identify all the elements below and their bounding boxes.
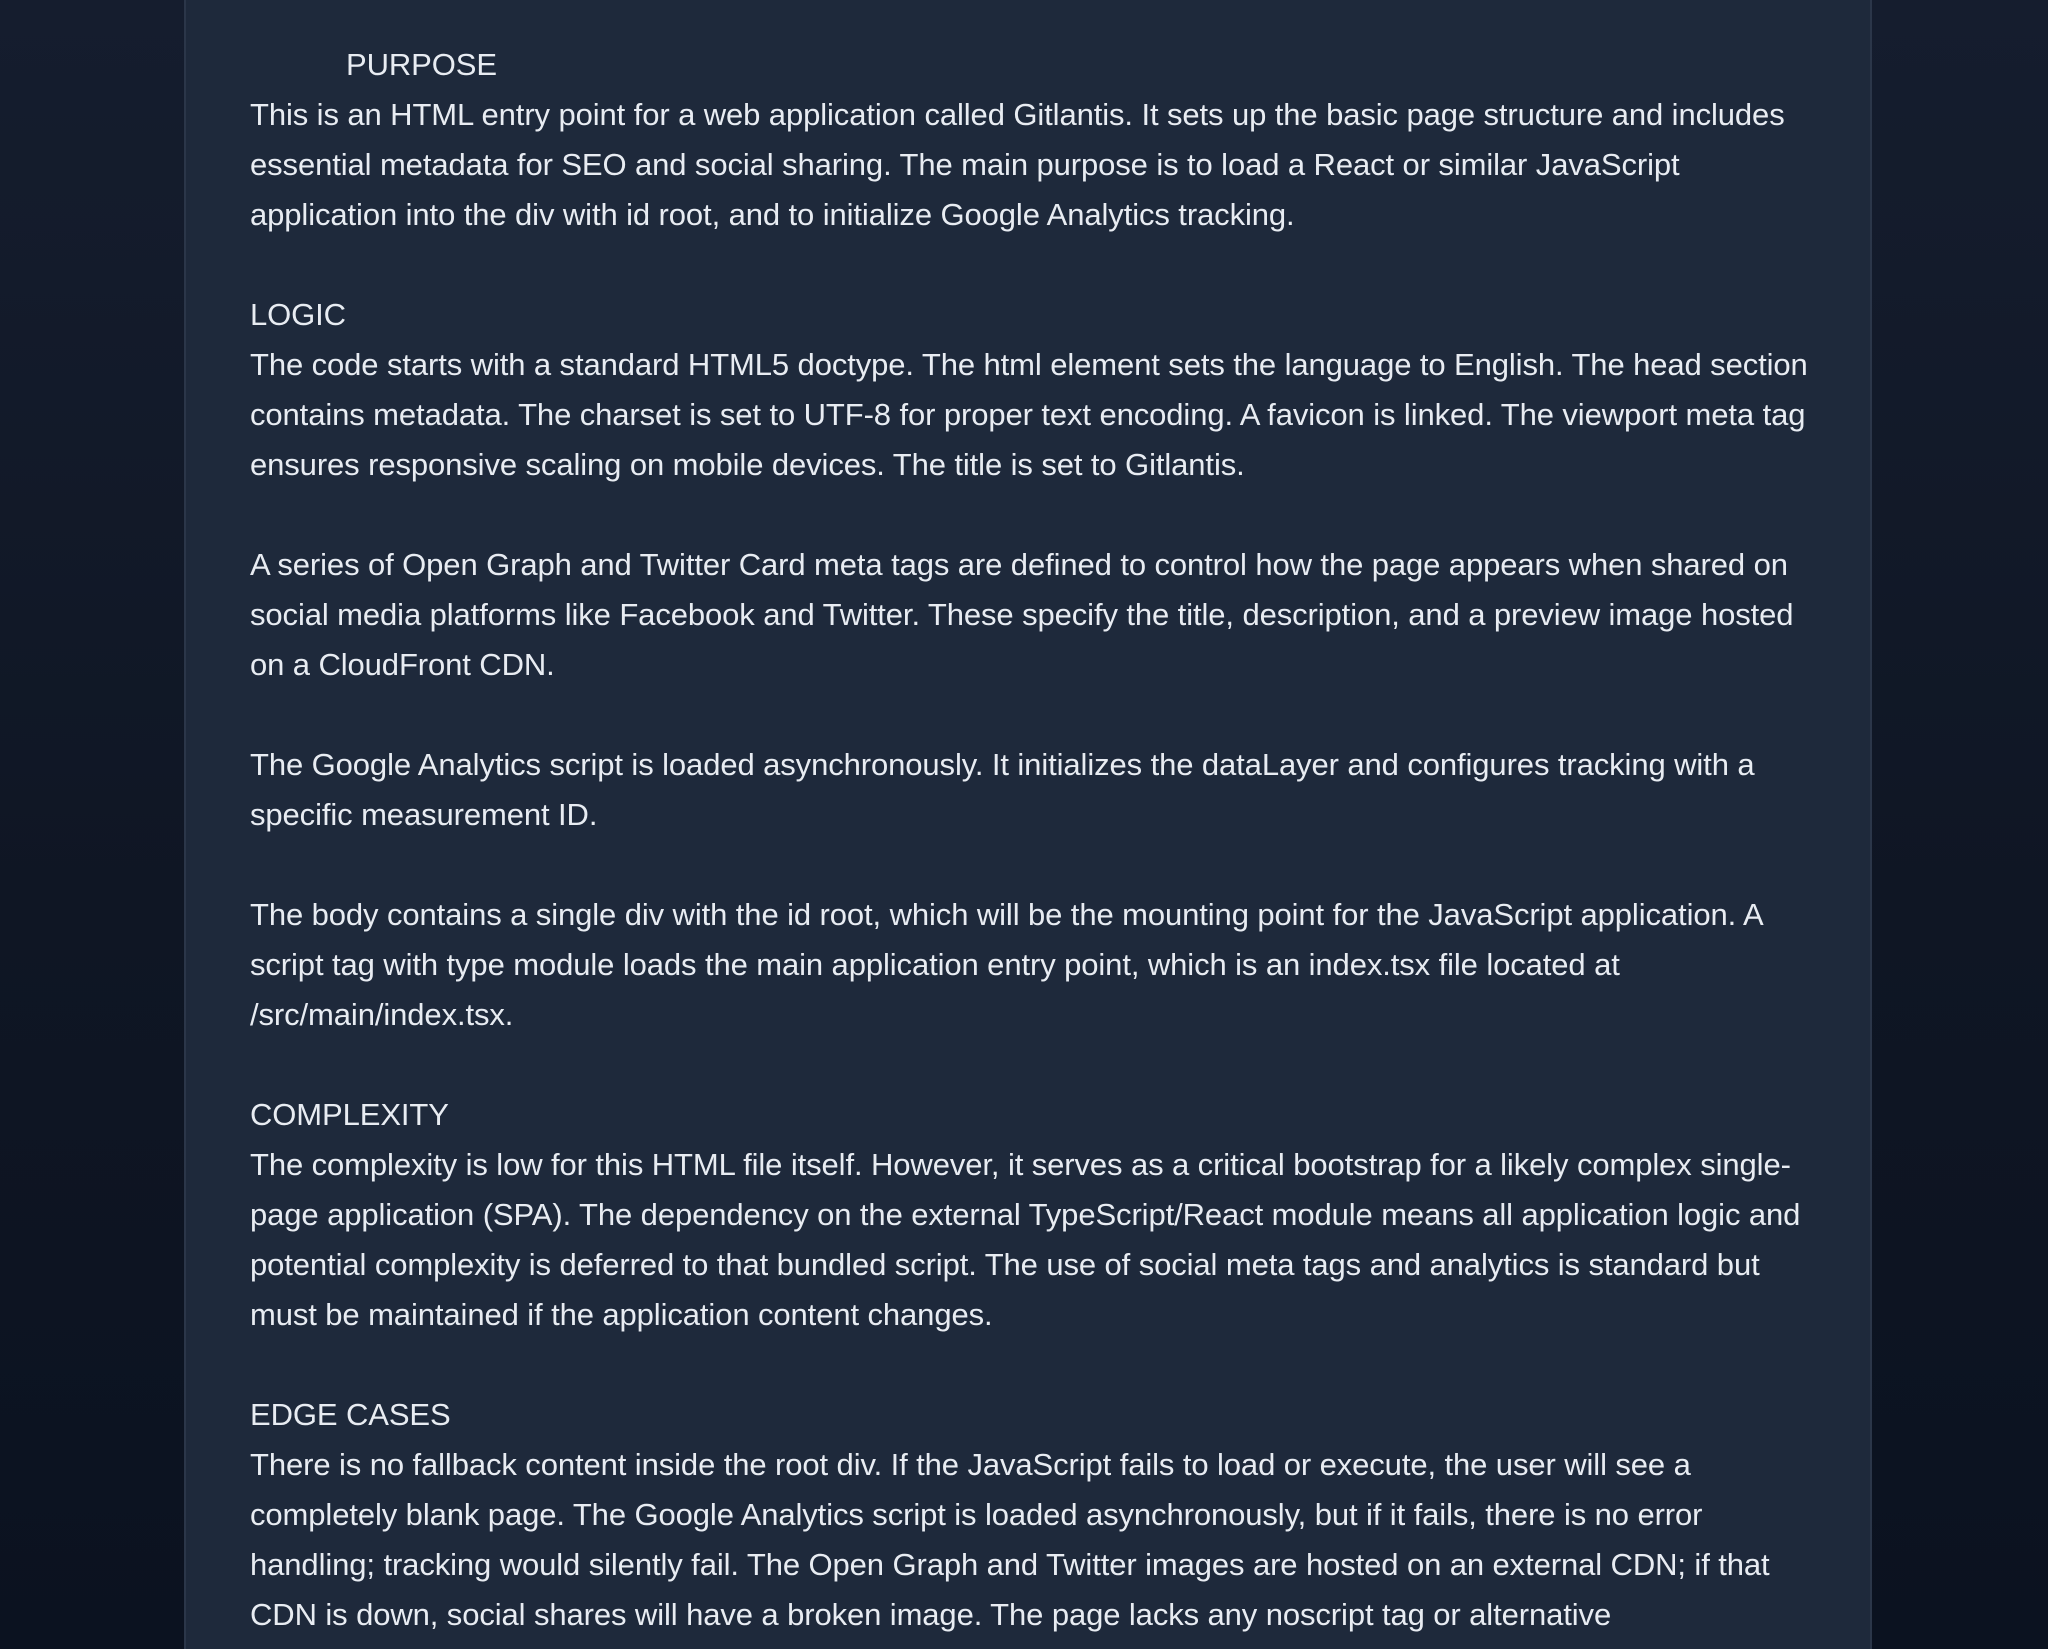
spacer xyxy=(250,840,1830,890)
spacer xyxy=(250,690,1830,740)
purpose-paragraph: This is an HTML entry point for a web application called Gitlantis. It sets up the basic page structure and includes essential metadata for SEO and social sharing. The main purpose is to load a React or similar JavaScript application into the div with id root, and to initialize Google Analytics tracking. xyxy=(250,97,1785,232)
complexity-paragraph: The complexity is low for this HTML file itself. However, it serves as a critical bootstrap for a likely complex single-page application (SPA). The dependency on the external TypeScript/React module means all application logic and potential complexity is deferred to that bundled script. The use of social meta tags and analytics is standard but must be maintained if the application content changes. xyxy=(250,1147,1801,1332)
section-heading-logic: LOGIC xyxy=(250,297,346,332)
document-panel[interactable] xyxy=(184,0,1872,1649)
section-heading-purpose: PURPOSE xyxy=(346,47,497,82)
section-heading-edge-cases: EDGE CASES xyxy=(250,1397,451,1432)
section-heading-complexity: COMPLEXITY xyxy=(250,1097,449,1132)
logic-paragraph-doctype: The code starts with a standard HTML5 doctype. The html element sets the language to English. The head section contains metadata. The charset is set to UTF-8 for proper text encoding. A favicon is linked. The viewport meta tag ensures responsive scaling on mobile devices. The title is set to Gitlantis. xyxy=(250,347,1808,482)
spacer xyxy=(250,1340,1830,1390)
edge-cases-paragraph: There is no fallback content inside the root div. If the JavaScript fails to load or execute, the user will see a completely blank page. The Google Analytics script is loaded asynchronously, but if it fails, there is no error handling; tracking would silently fail. The Open Graph and Twitter images are hosted on an external CDN; if that CDN is down, social shares will have a broken image. The page lacks any noscript tag or alternative xyxy=(250,1447,1770,1632)
spacer xyxy=(250,240,1830,290)
logic-paragraph-meta-tags: A series of Open Graph and Twitter Card meta tags are defined to control how the page appears when shared on social media platforms like Facebook and Twitter. These specify the title, description, and a preview image hosted on a CloudFront CDN. xyxy=(250,547,1794,682)
logic-paragraph-body: The body contains a single div with the id root, which will be the mounting point for the JavaScript application. A script tag with type module loads the main application entry point, which is an index.tsx file located at /src/main/index.tsx. xyxy=(250,897,1762,1032)
spacer xyxy=(250,1040,1830,1090)
logic-paragraph-analytics: The Google Analytics script is loaded asynchronously. It initializes the dataLayer and configures tracking with a specific measurement ID. xyxy=(250,747,1755,832)
document-content xyxy=(250,40,1830,1640)
spacer xyxy=(250,490,1830,540)
